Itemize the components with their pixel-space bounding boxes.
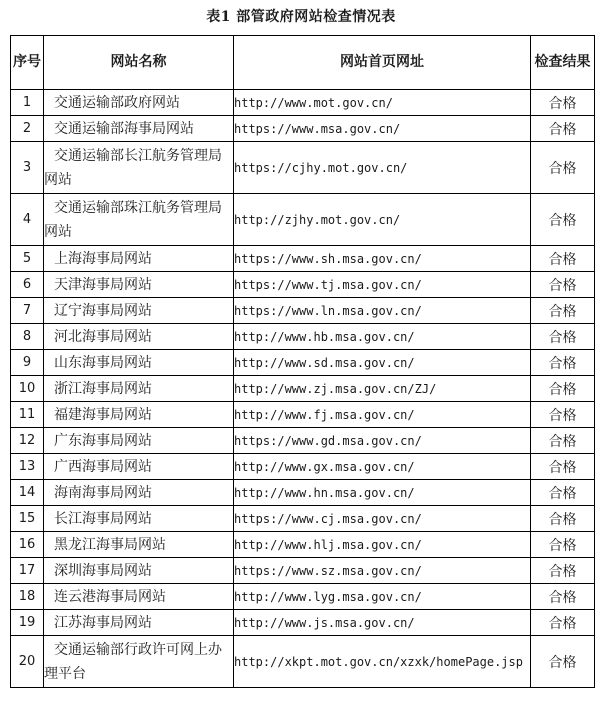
table-row [11,584,595,610]
table-row [11,636,595,688]
homepage-url-cell: http://www.mot.gov.cn/ [234,90,531,116]
row-number-cell: 1 [11,90,44,116]
table-row [11,532,595,558]
table-row [11,272,595,298]
table-row [11,324,595,350]
table-row [11,142,595,194]
site-name-cell: 广西海事局网站 [44,454,234,480]
site-name-cell: 连云港海事局网站 [44,584,234,610]
table-row [11,506,595,532]
check-result-cell: 合格 [531,298,595,324]
table-row [11,298,595,324]
row-number-cell: 2 [11,116,44,142]
row-number-cell: 13 [11,454,44,480]
site-name-cell: 海南海事局网站 [44,480,234,506]
site-name-cell: 山东海事局网站 [44,350,234,376]
check-result-cell: 合格 [531,610,595,636]
table-row [11,558,595,584]
homepage-url-cell: https://www.sh.msa.gov.cn/ [234,246,531,272]
table-row [11,428,595,454]
row-number-cell: 19 [11,610,44,636]
header-check-result: 检查结果 [531,36,595,90]
homepage-url-cell: http://xkpt.mot.gov.cn/xzxk/homePage.jsp [234,636,531,688]
homepage-url-cell: https://www.tj.msa.gov.cn/ [234,272,531,298]
homepage-url-cell: http://www.zj.msa.gov.cn/ZJ/ [234,376,531,402]
site-name-cell: 天津海事局网站 [44,272,234,298]
site-name-cell: 河北海事局网站 [44,324,234,350]
site-name-cell: 浙江海事局网站 [44,376,234,402]
check-result-cell: 合格 [531,116,595,142]
check-result-cell: 合格 [531,532,595,558]
homepage-url-cell: http://www.hn.msa.gov.cn/ [234,480,531,506]
check-result-cell: 合格 [531,454,595,480]
site-name-cell: 交通运输部海事局网站 [44,116,234,142]
homepage-url-cell: http://www.fj.msa.gov.cn/ [234,402,531,428]
check-result-cell: 合格 [531,142,595,194]
table-caption: 表1 部管政府网站检查情况表 [206,9,396,25]
check-result-cell: 合格 [531,584,595,610]
homepage-url-cell: http://www.sd.msa.gov.cn/ [234,350,531,376]
check-result-cell: 合格 [531,246,595,272]
table-row [11,480,595,506]
check-result-cell: 合格 [531,194,595,246]
row-number-cell: 10 [11,376,44,402]
table-row [11,116,595,142]
homepage-url-cell: http://www.hlj.msa.gov.cn/ [234,532,531,558]
row-number-cell: 16 [11,532,44,558]
check-result-cell: 合格 [531,350,595,376]
site-name-cell: 交通运输部珠江航务管理局网站 [44,194,234,246]
homepage-url-cell: https://www.msa.gov.cn/ [234,116,531,142]
inspection-table [10,35,595,688]
site-name-cell: 交通运输部行政许可网上办理平台 [44,636,234,688]
table-row [11,454,595,480]
site-name-cell: 深圳海事局网站 [44,558,234,584]
row-number-cell: 15 [11,506,44,532]
row-number-cell: 17 [11,558,44,584]
check-result-cell: 合格 [531,636,595,688]
check-result-cell: 合格 [531,272,595,298]
row-number-cell: 5 [11,246,44,272]
row-number-cell: 11 [11,402,44,428]
site-name-cell: 福建海事局网站 [44,402,234,428]
homepage-url-cell: http://www.lyg.msa.gov.cn/ [234,584,531,610]
site-name-cell: 辽宁海事局网站 [44,298,234,324]
row-number-cell: 6 [11,272,44,298]
site-name-cell: 交通运输部政府网站 [44,90,234,116]
table-row [11,376,595,402]
table-row [11,350,595,376]
check-result-cell: 合格 [531,402,595,428]
row-number-cell: 8 [11,324,44,350]
header-site-name: 网站名称 [44,36,234,90]
homepage-url-cell: http://www.hb.msa.gov.cn/ [234,324,531,350]
table-row [11,246,595,272]
site-name-cell: 长江海事局网站 [44,506,234,532]
homepage-url-cell: http://zjhy.mot.gov.cn/ [234,194,531,246]
check-result-cell: 合格 [531,428,595,454]
row-number-cell: 4 [11,194,44,246]
site-name-cell: 上海海事局网站 [44,246,234,272]
check-result-cell: 合格 [531,558,595,584]
table-row [11,402,595,428]
check-result-cell: 合格 [531,506,595,532]
check-result-cell: 合格 [531,480,595,506]
check-result-cell: 合格 [531,324,595,350]
row-number-cell: 12 [11,428,44,454]
table-header-row [11,36,595,90]
check-result-cell: 合格 [531,376,595,402]
homepage-url-cell: https://www.cj.msa.gov.cn/ [234,506,531,532]
table-row [11,90,595,116]
site-name-cell: 交通运输部长江航务管理局网站 [44,142,234,194]
check-result-cell: 合格 [531,90,595,116]
site-name-cell: 黑龙江海事局网站 [44,532,234,558]
homepage-url-cell: https://www.sz.msa.gov.cn/ [234,558,531,584]
table-row [11,610,595,636]
header-number: 序号 [11,36,44,90]
row-number-cell: 3 [11,142,44,194]
row-number-cell: 20 [11,636,44,688]
homepage-url-cell: https://www.gd.msa.gov.cn/ [234,428,531,454]
site-name-cell: 江苏海事局网站 [44,610,234,636]
site-name-cell: 广东海事局网站 [44,428,234,454]
header-homepage-url: 网站首页网址 [234,36,531,90]
row-number-cell: 18 [11,584,44,610]
row-number-cell: 7 [11,298,44,324]
row-number-cell: 14 [11,480,44,506]
homepage-url-cell: http://www.js.msa.gov.cn/ [234,610,531,636]
homepage-url-cell: https://cjhy.mot.gov.cn/ [234,142,531,194]
homepage-url-cell: http://www.gx.msa.gov.cn/ [234,454,531,480]
row-number-cell: 9 [11,350,44,376]
table-row [11,194,595,246]
homepage-url-cell: https://www.ln.msa.gov.cn/ [234,298,531,324]
